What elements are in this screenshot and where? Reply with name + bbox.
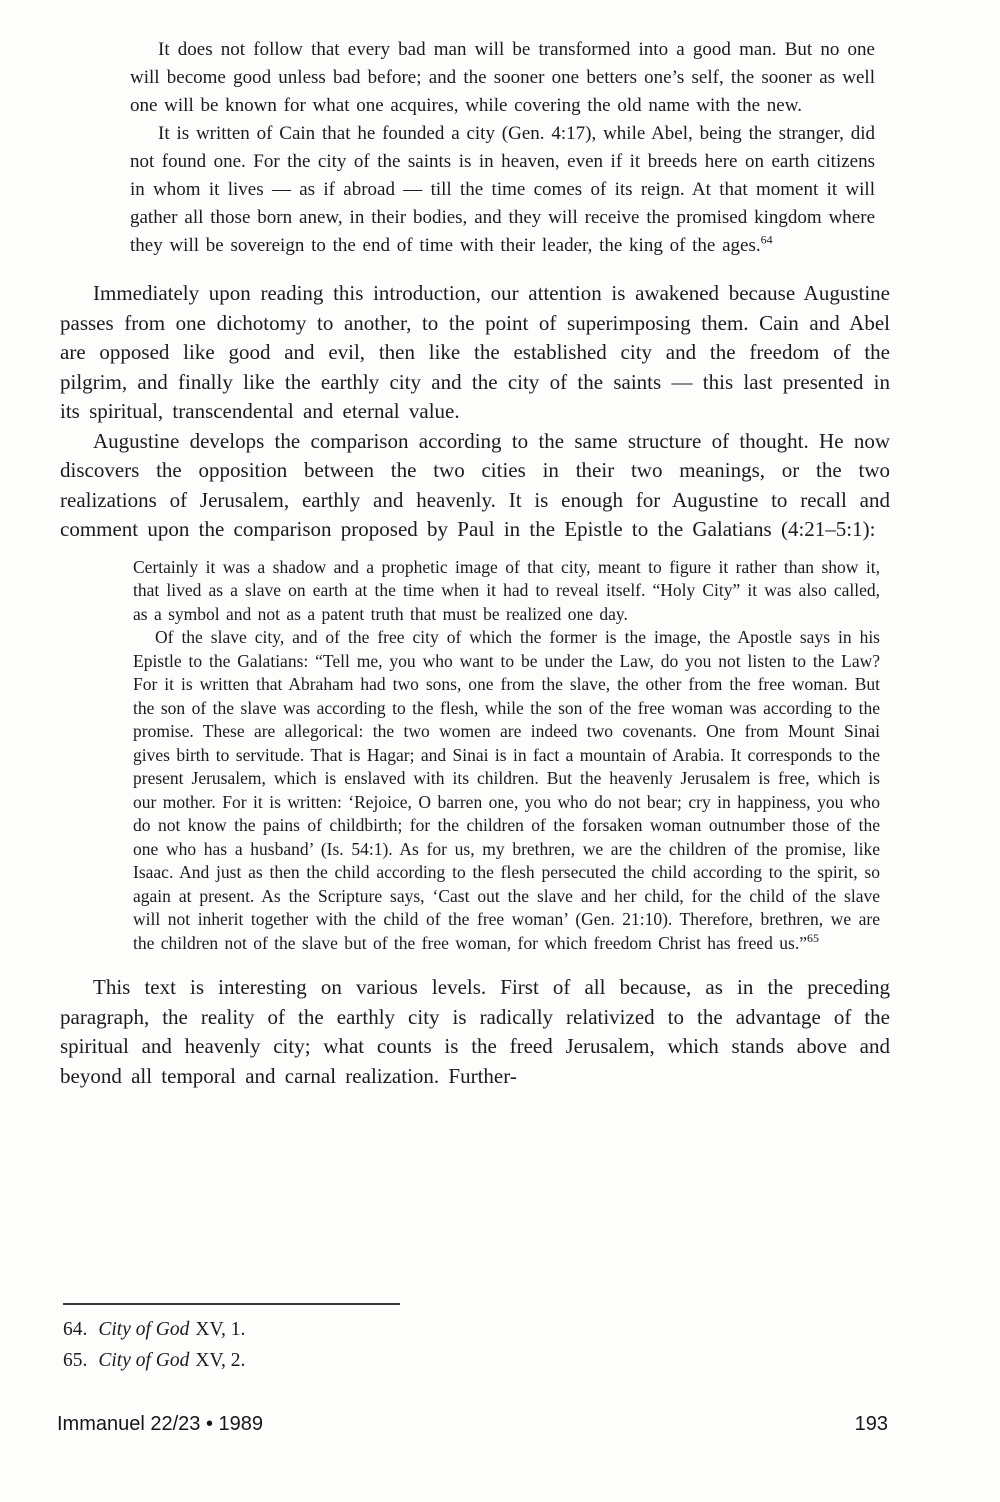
body-paragraph: Augustine develops the comparison according to the same structure of thought. He now discovers the opposition between the two cities in their two meanings, or the two realizations of Jerusalem, earthly and heavenly. It is enough for Augustine to recall and comment upon the comparison proposed by Paul in the Epistle to the Galatians (4:21–5:1): [60, 428, 890, 541]
footnote-item [63, 1345, 400, 1376]
footnote-work-title: City of God [98, 1319, 190, 1340]
journal-issue-line: Immanuel 22/23 • 1989 [57, 1413, 264, 1435]
body-paragraph: Immediately upon reading this introduction, our attention is awakened because Augustine passes from one dichotomy to another, to the point of superimposing them. Cain and Abel are opposed like good and evil, then like the established city and the freedom of the pilgrim, and finally like the earthly city and the city of the saints — this last presented in its spiritual, transcendental and eternal value. [60, 281, 890, 423]
footnote-ref-64: 64 [760, 232, 773, 247]
galatians-block-quote [133, 556, 880, 956]
footnote-locus: XV, 1. [195, 1319, 246, 1340]
footnotes-block [63, 1303, 400, 1376]
page-footer [57, 1413, 888, 1436]
footnote-work-title: City of God [98, 1350, 190, 1371]
quote-paragraph: Certainly it was a shadow and a prophetic image of that city, meant to figure it rather than show it, that lived as a slave on earth at the time when it had to reveal itself. “Holy City” it was also called, as a symbol and not as a patent truth that must be realized one day. [133, 556, 880, 624]
opening-block-quote [130, 36, 875, 260]
quote-paragraph: It does not follow that every bad man will be transformed into a good man. But no one will become good unless bad before; and the sooner one betters one’s self, the sooner as well one will be known for what one acquires, while covering the old name with the new. [130, 39, 875, 116]
footnote-number: 65. [63, 1350, 88, 1371]
footnote-number: 64. [63, 1319, 88, 1340]
body-paragraph: This text is interesting on various levels. First of all because, as in the preceding paragraph, the reality of the earthly city is radically relativized to the advantage of the spiritual and heavenly city; what counts is the freed Jerusalem, which stands above and beyond all temporal and carnal realization. Further- [60, 975, 890, 1088]
quote-paragraph [133, 626, 880, 955]
body-copy [60, 279, 890, 545]
quote-paragraph [130, 120, 875, 260]
page-number: 193 [854, 1413, 888, 1435]
closing-copy [60, 973, 890, 1091]
footnote-divider-rule [63, 1303, 400, 1305]
footnote-ref-65: 65 [807, 930, 819, 945]
footnote-locus: XV, 2. [195, 1350, 246, 1371]
footnote-item [63, 1314, 400, 1345]
quote-paragraph-text: Of the slave city, and of the free city of which the former is the image, the Apostle says in his Epistle to the Galatians: “Tell me, you who want to be under the Law, do you not listen to the Law? For it is written that Abraham had two sons, one from the slave, the other from the free woman. But the son of the slave was according to the flesh, while the son of the free woman was according to the promise. These are allegorical: the two women are indeed two covenants. One from Mount Sinai gives birth to servitude. That is Hagar; and Sinai is in fact a mountain of Arabia. It corresponds to the present Jerusalem, which is enslaved with its children. But the heavenly Jerusalem is free, which is our mother. For it is written: ‘Rejoice, O barren one, you who do not bear; cry in happiness, you who do not know the pains of childbirth; for the children of the forsaken woman outnumber those of the one who has a husband’ (Is. 54:1). As for us, my brethren, we are the children of the promise, like Isaac. And just as then the child according to the flesh persecuted the child according to the spirit, so again at present. As the Scripture says, ‘Cast out the slave and her child, for the child of the slave will not inherit together with the child of the free woman’ (Gen. 21:10). Therefore, brethren, we are the children not of the slave but of the free woman, for which freedom Christ has freed us.” [133, 627, 880, 953]
quote-paragraph-text: It is written of Cain that he founded a city (Gen. 4:17), while Abel, being the stranger, did not found one. For the city of the saints is in heaven, even if it breeds here on earth citizens in whom it lives — as if abroad — till the time comes of its reign. At that moment it will gather all those born anew, in their bodies, and they will receive the promised kingdom where they will be sovereign to the end of time with their leader, the king of the ages. [130, 123, 875, 256]
